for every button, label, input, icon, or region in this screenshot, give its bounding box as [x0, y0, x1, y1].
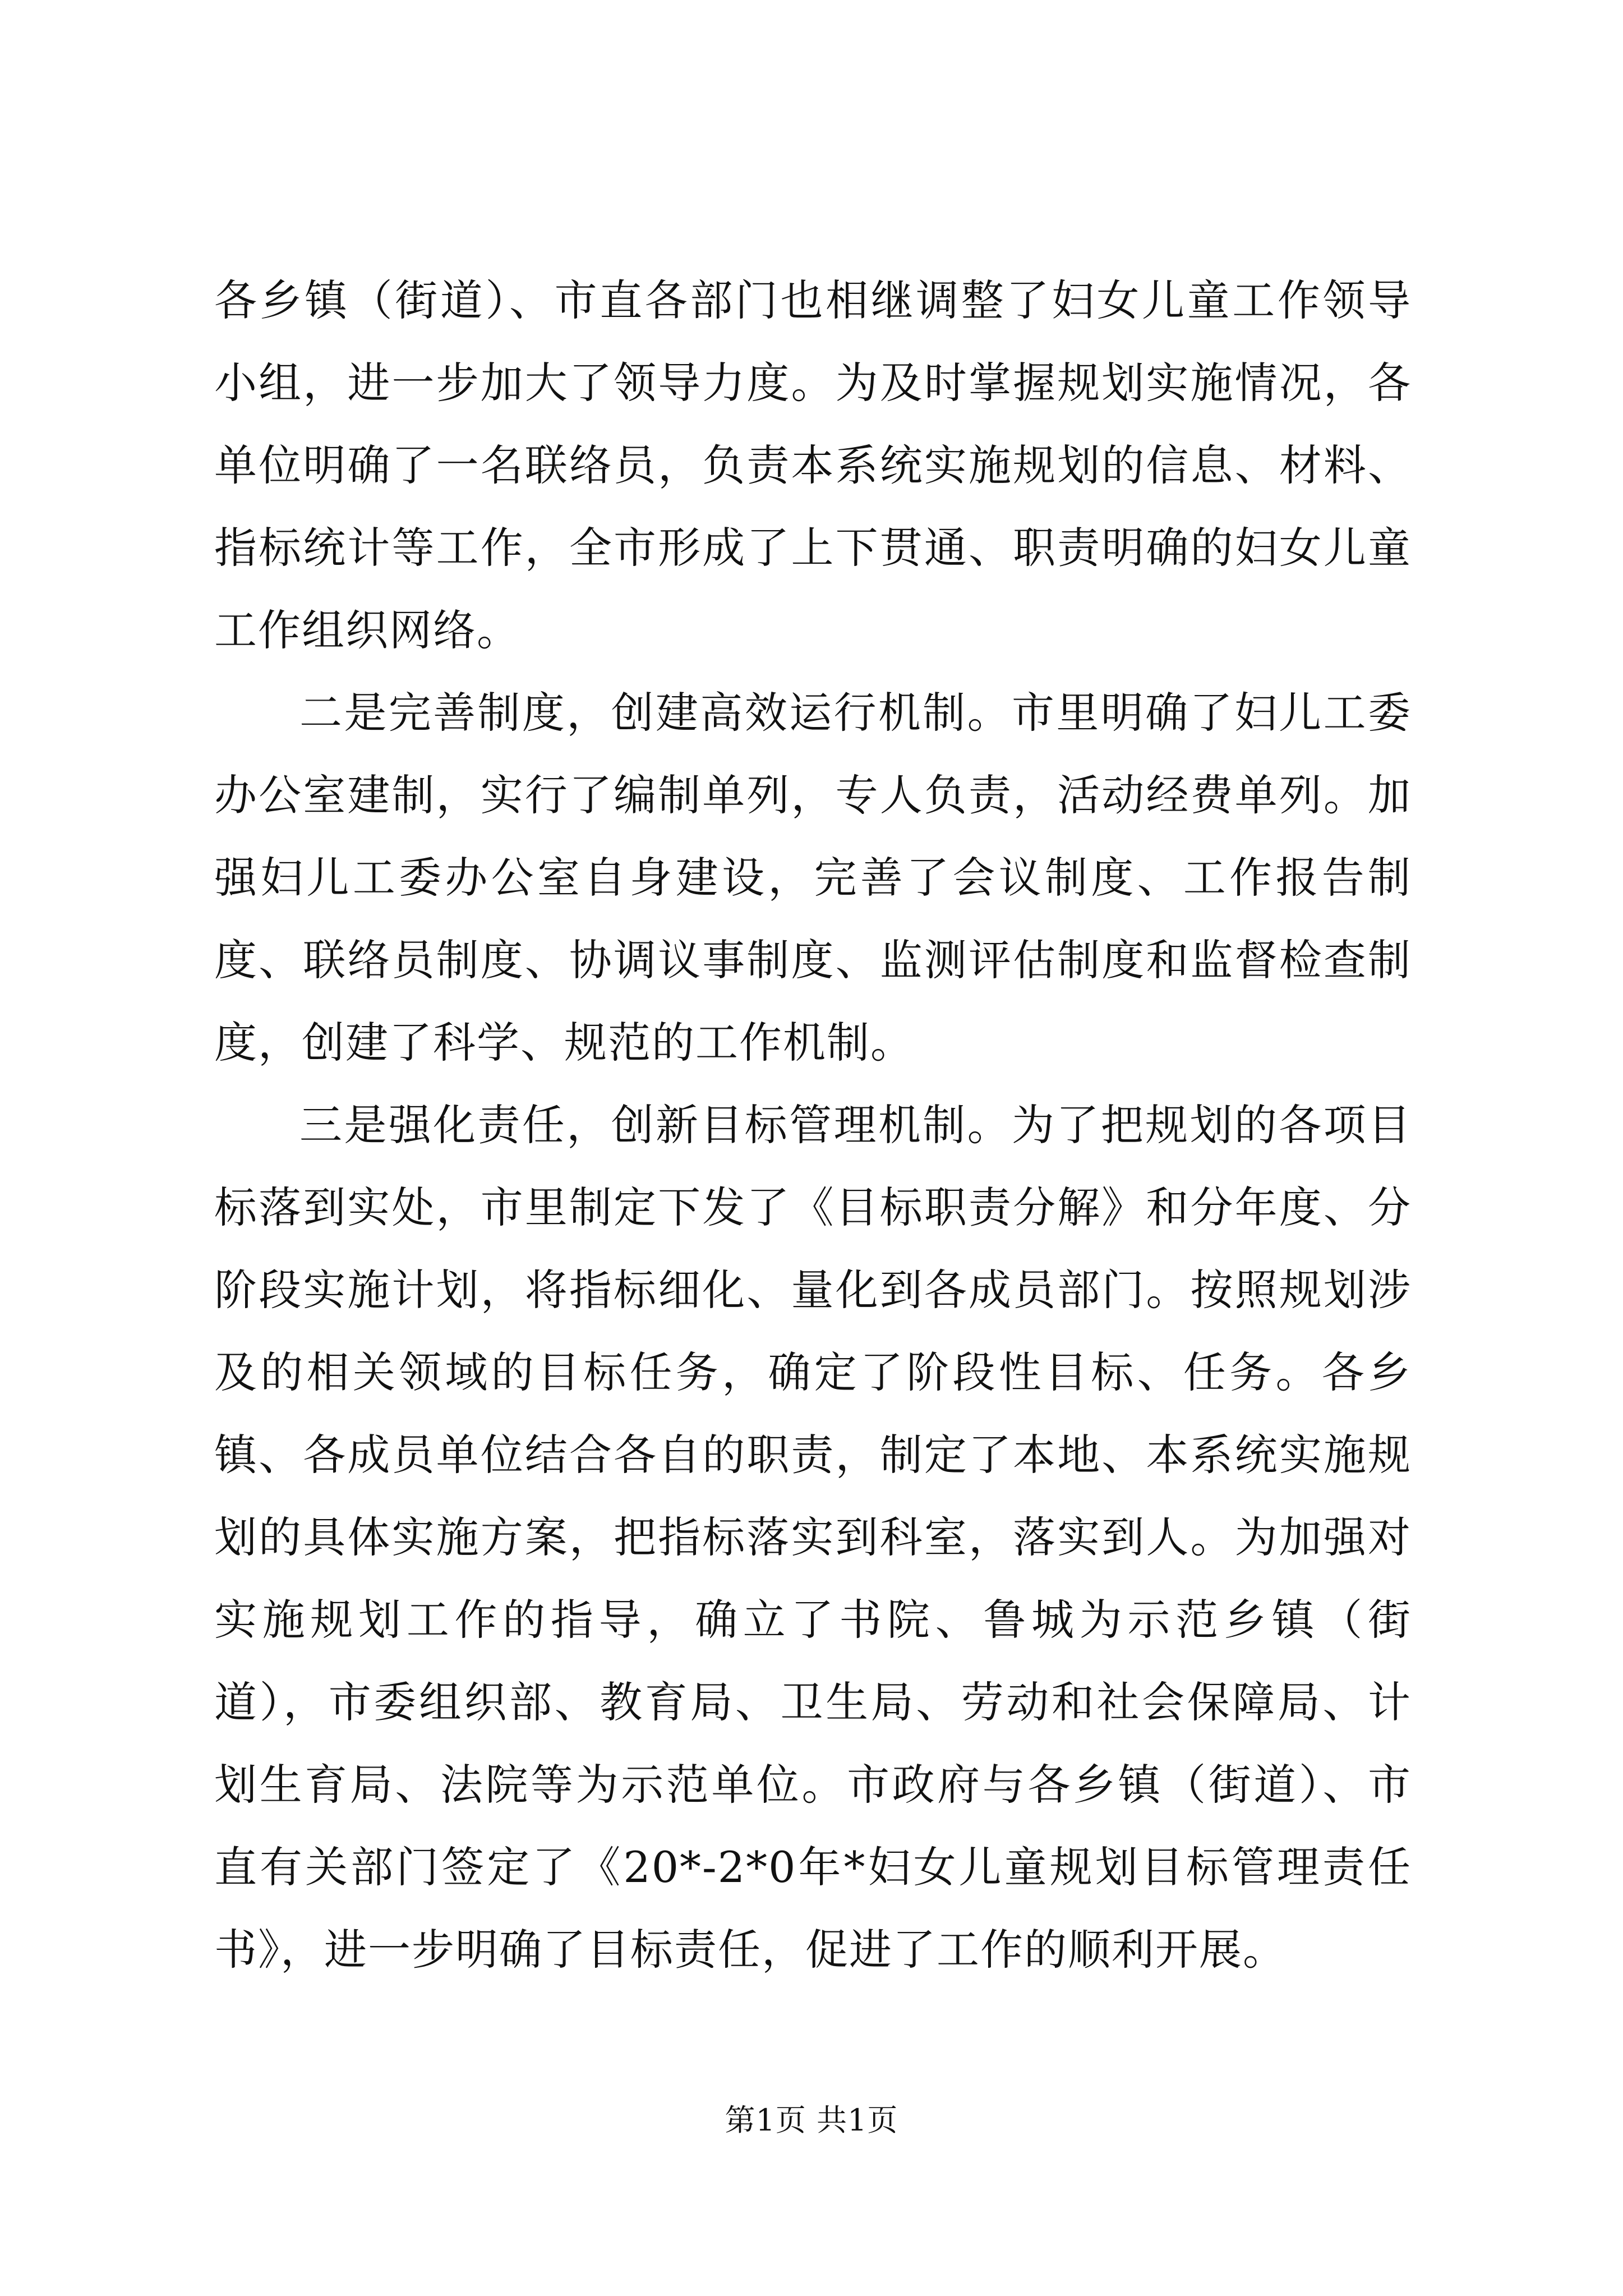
paragraph-second: 二是完善制度，创建高效运行机制。市里明确了妇儿工委办公室建制，实行了编制单列，专人负责，活动经费单列。加强妇儿工委办公室自身建设，完善了会议制度、工作报告制度、联络员制度、协调议事制度、监测评估制度和监督检查制度，创建了科学、规范的工作机制。	[214, 688, 1412, 1068]
document-body	[214, 259, 1412, 1991]
paragraph-third: 三是强化责任，创新目标管理机制。为了把规划的各项目标落到实处，市里制定下发了《目标职责分解》和分年度、分阶段实施计划，将指标细化、量化到各成员部门。按照规划涉及的相关领域的目标任务，确定了阶段性目标、任务。各乡镇、各成员单位结合各自的职责，制定了本地、本系统实施规划的具体实施方案，把指标落实到科室，落实到人。为加强对实施规划工作的指导，确立了书院、鲁城为示范乡镇（街道），市委组织部、教育局、卫生局、劳动和社会保障局、计划生育局、法院等为示范单位。市政府与各乡镇（街道）、市直有关部门签定了《20*-2*0年*妇女儿童规划目标管理责任书》，进一步明确了目标责任，促进了工作的顺利开展。	[214, 1100, 1412, 1975]
paragraph-continuation: 各乡镇（街道）、市直各部门也相继调整了妇女儿童工作领导小组，进一步加大了领导力度。为及时掌握规划实施情况，各单位明确了一名联络员，负责本系统实施规划的信息、材料、指标统计等工作，全市形成了上下贯通、职责明确的妇女儿童工作组织网络。	[214, 275, 1412, 655]
page-footer: 第1页 共1页	[725, 2102, 898, 2138]
